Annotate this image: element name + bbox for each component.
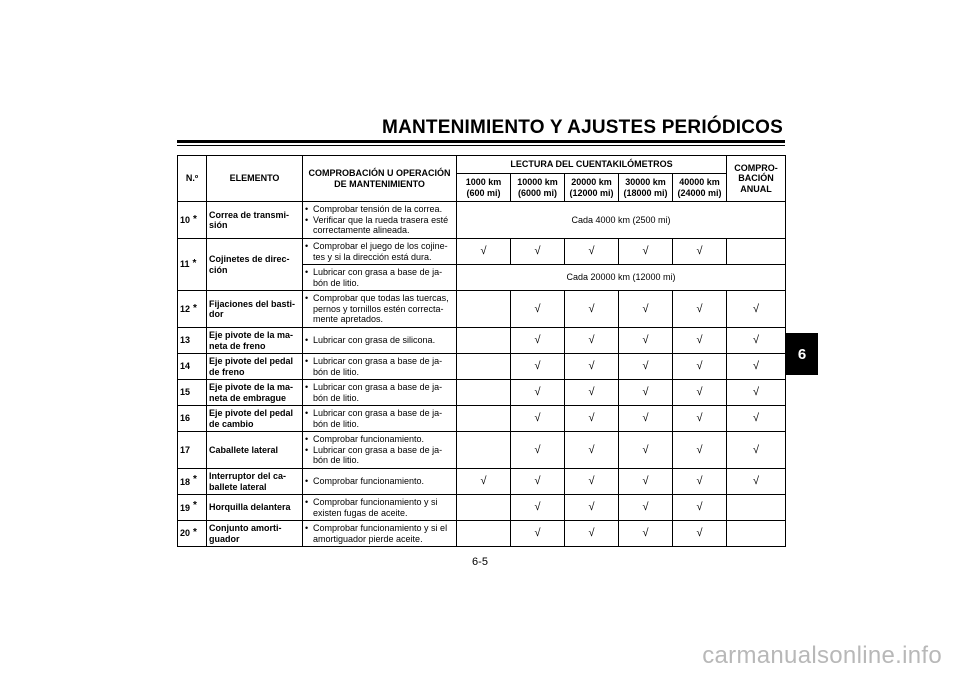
empty-cell	[457, 291, 511, 328]
check-mark: √	[565, 380, 619, 406]
check-mark: √	[457, 239, 511, 265]
operation-step: • Lubricar con grasa a base de ja-bón de litio.	[305, 267, 454, 288]
interval-mi: (6000 mi)	[517, 187, 558, 198]
operation-step: • Comprobar funcionamiento.	[305, 434, 454, 445]
check-mark: √	[565, 328, 619, 354]
row-number: 15	[178, 380, 207, 406]
page-number: 6-5	[472, 556, 488, 568]
operation-step: • Comprobar funcionamiento y si el amortiguador pierde aceite.	[305, 523, 454, 544]
check-mark: √	[511, 328, 565, 354]
operation-step: • Comprobar que todas las tuercas, pernos y tornillos estén correcta-mente apretados.	[305, 293, 454, 325]
check-mark: √	[565, 354, 619, 380]
check-mark: √	[565, 495, 619, 521]
empty-cell	[727, 239, 786, 265]
check-mark: √	[727, 469, 786, 495]
watermark: carmanualsonline.info	[702, 642, 942, 669]
page-title: MANTENIMIENTO Y AJUSTES PERIÓDICOS	[382, 117, 783, 138]
check-mark: √	[673, 406, 727, 432]
check-mark: √	[565, 291, 619, 328]
check-mark: √	[511, 495, 565, 521]
row-number: 20 *	[178, 521, 207, 547]
table-row	[178, 202, 786, 239]
interval-mi: (12000 mi)	[569, 187, 614, 198]
check-mark: √	[565, 521, 619, 547]
table-row	[178, 495, 786, 521]
check-mark: √	[619, 495, 673, 521]
operation-step: • Lubricar con grasa a base de ja-bón de litio.	[305, 445, 454, 466]
check-mark: √	[619, 521, 673, 547]
check-mark: √	[727, 354, 786, 380]
check-mark: √	[673, 380, 727, 406]
table-row	[178, 291, 786, 328]
operation-step: • Lubricar con grasa a base de ja-bón de litio.	[305, 356, 454, 377]
interval-text: Cada 20000 km (12000 mi)	[457, 265, 786, 291]
row-item: Correa de transmi-sión	[207, 202, 303, 239]
interval-km: 30000 km	[625, 177, 666, 187]
interval-km: 40000 km	[679, 177, 720, 187]
table-row	[178, 380, 786, 406]
empty-cell	[457, 328, 511, 354]
row-number: 10 *	[178, 202, 207, 239]
empty-cell	[457, 354, 511, 380]
check-mark: √	[511, 432, 565, 469]
check-mark: √	[727, 406, 786, 432]
row-number: 14	[178, 354, 207, 380]
check-mark: √	[727, 291, 786, 328]
check-mark: √	[619, 380, 673, 406]
chapter-tab: 6	[786, 333, 818, 375]
table-row	[178, 328, 786, 354]
interval-mi: (18000 mi)	[623, 187, 668, 198]
interval-mi: (600 mi)	[466, 187, 501, 198]
check-mark: √	[727, 380, 786, 406]
check-mark: √	[511, 469, 565, 495]
check-mark: √	[673, 432, 727, 469]
row-item: Caballete lateral	[207, 432, 303, 469]
check-mark: √	[457, 469, 511, 495]
check-mark: √	[619, 432, 673, 469]
row-number: 11 *	[178, 239, 207, 291]
row-operation	[303, 521, 457, 547]
empty-cell	[457, 380, 511, 406]
check-mark: √	[619, 354, 673, 380]
header-annual: COMPRO-BACIÓN ANUAL	[727, 156, 786, 202]
table-row	[178, 469, 786, 495]
check-mark: √	[511, 380, 565, 406]
check-mark: √	[511, 521, 565, 547]
check-mark: √	[673, 495, 727, 521]
table-row	[178, 432, 786, 469]
check-mark: √	[511, 354, 565, 380]
empty-cell	[727, 495, 786, 521]
operation-step: • Comprobar tensión de la correa.	[305, 204, 454, 215]
check-mark: √	[673, 328, 727, 354]
row-operation	[303, 406, 457, 432]
row-item: Cojinetes de direc-ción	[207, 239, 303, 291]
maintenance-table	[177, 155, 786, 547]
check-mark: √	[565, 239, 619, 265]
check-mark: √	[565, 469, 619, 495]
row-operation	[303, 354, 457, 380]
header-interval	[673, 174, 727, 202]
check-mark: √	[565, 406, 619, 432]
row-number: 13	[178, 328, 207, 354]
check-mark: √	[511, 239, 565, 265]
empty-cell	[457, 432, 511, 469]
header-num: N.º	[178, 156, 207, 202]
row-operation	[303, 495, 457, 521]
check-mark: √	[673, 291, 727, 328]
table-row	[178, 521, 786, 547]
check-mark: √	[727, 328, 786, 354]
check-mark: √	[511, 406, 565, 432]
header-interval	[457, 174, 511, 202]
row-operation	[303, 328, 457, 354]
row-number: 19 *	[178, 495, 207, 521]
title-rule-thin	[177, 145, 785, 146]
empty-cell	[457, 495, 511, 521]
header-interval	[511, 174, 565, 202]
empty-cell	[457, 406, 511, 432]
row-item: Interruptor del ca-ballete lateral	[207, 469, 303, 495]
operation-step: • Lubricar con grasa a base de ja-bón de litio.	[305, 382, 454, 403]
check-mark: √	[511, 291, 565, 328]
check-mark: √	[673, 239, 727, 265]
row-item: Horquilla delantera	[207, 495, 303, 521]
row-item: Fijaciones del basti-dor	[207, 291, 303, 328]
operation-step: • Comprobar funcionamiento.	[305, 476, 454, 487]
check-mark: √	[619, 291, 673, 328]
row-number: 16	[178, 406, 207, 432]
check-mark: √	[619, 328, 673, 354]
check-mark: √	[673, 354, 727, 380]
row-operation	[303, 291, 457, 328]
title-rule-thick	[177, 140, 785, 143]
operation-step: • Verificar que la rueda trasera esté correctamente alineada.	[305, 215, 454, 236]
row-item: Eje pivote de la ma-neta de freno	[207, 328, 303, 354]
row-item: Eje pivote de la ma-neta de embrague	[207, 380, 303, 406]
row-number: 17	[178, 432, 207, 469]
operation-step: • Comprobar el juego de los cojine-tes y si la dirección está dura.	[305, 241, 454, 262]
interval-text: Cada 4000 km (2500 mi)	[457, 202, 786, 239]
row-operation	[303, 265, 457, 291]
check-mark: √	[673, 469, 727, 495]
header-interval	[565, 174, 619, 202]
empty-cell	[457, 521, 511, 547]
table-row	[178, 239, 786, 265]
row-operation	[303, 239, 457, 265]
row-item: Eje pivote del pedal de freno	[207, 354, 303, 380]
header-item: ELEMENTO	[207, 156, 303, 202]
check-mark: √	[619, 406, 673, 432]
header-odometer: LECTURA DEL CUENTAKILÓMETROS	[457, 156, 727, 174]
interval-km: 20000 km	[571, 177, 612, 187]
row-number: 18 *	[178, 469, 207, 495]
operation-step: • Comprobar funcionamiento y si existen fugas de aceite.	[305, 497, 454, 518]
row-number: 12 *	[178, 291, 207, 328]
table-row	[178, 354, 786, 380]
check-mark: √	[727, 432, 786, 469]
check-mark: √	[619, 469, 673, 495]
row-operation	[303, 469, 457, 495]
row-item: Eje pivote del pedal de cambio	[207, 406, 303, 432]
header-interval	[619, 174, 673, 202]
check-mark: √	[619, 239, 673, 265]
interval-km: 10000 km	[517, 177, 558, 187]
check-mark: √	[565, 432, 619, 469]
interval-mi: (24000 mi)	[677, 187, 722, 198]
header-operation: COMPROBACIÓN U OPERACIÓN DE MANTENIMIENTO	[303, 156, 457, 202]
row-operation	[303, 202, 457, 239]
row-operation	[303, 380, 457, 406]
row-item: Conjunto amorti-guador	[207, 521, 303, 547]
check-mark: √	[673, 521, 727, 547]
empty-cell	[727, 521, 786, 547]
row-operation	[303, 432, 457, 469]
operation-step: • Lubricar con grasa a base de ja-bón de litio.	[305, 408, 454, 429]
interval-km: 1000 km	[465, 177, 502, 187]
table-row	[178, 406, 786, 432]
operation-step: • Lubricar con grasa de silicona.	[305, 335, 454, 346]
